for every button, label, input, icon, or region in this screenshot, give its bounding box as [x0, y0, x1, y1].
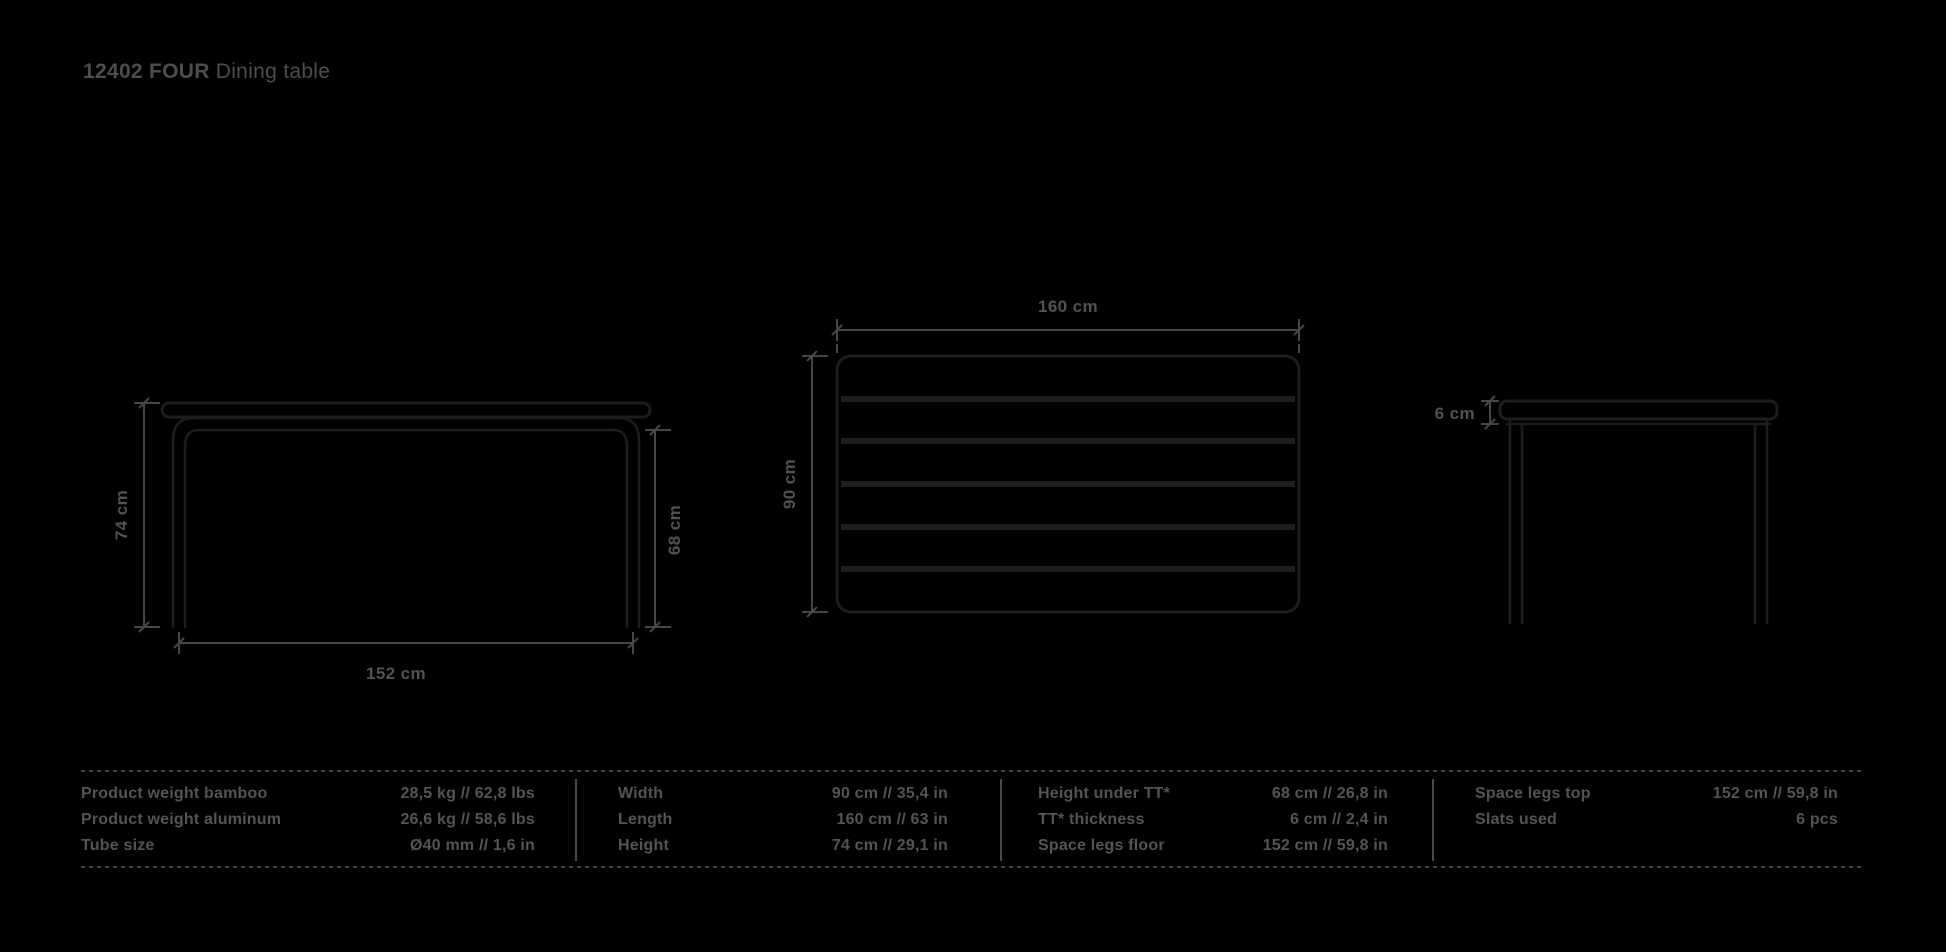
spec-label: TT* thickness — [1038, 811, 1145, 828]
spec-label: Length — [618, 811, 673, 828]
spec-column-divider — [575, 779, 577, 861]
spec-value: 152 cm // 59,8 in — [1712, 785, 1838, 802]
end-tabletop — [1500, 401, 1777, 419]
spec-value: 160 cm // 63 in — [836, 811, 948, 828]
spec-group-misc — [1475, 781, 1838, 833]
front-dim-span-lines — [174, 632, 638, 654]
front-leg-frame-outer — [173, 418, 639, 627]
end-dim-thickness-label: 6 cm — [1434, 404, 1475, 423]
spec-row — [1038, 807, 1388, 833]
spec-value: 90 cm // 35,4 in — [831, 785, 948, 802]
front-dim-under-label: 68 cm — [665, 504, 684, 556]
top-dim-length-lines — [832, 319, 1304, 353]
spec-table-top-rule — [81, 770, 1863, 772]
spec-label: Width — [618, 785, 664, 802]
spec-label: Height under TT* — [1038, 785, 1171, 802]
top-dim-width-lines — [802, 351, 828, 617]
spec-value: 26,6 kg // 58,6 lbs — [400, 811, 535, 828]
spec-value: 6 pcs — [1796, 811, 1838, 828]
spec-column-divider — [1432, 779, 1434, 861]
spec-row — [81, 781, 535, 807]
spec-group-clearances — [1038, 781, 1388, 859]
spec-label: Product weight bamboo — [81, 785, 268, 802]
spec-label: Space legs floor — [1038, 837, 1165, 854]
product-name: Dining table — [215, 60, 331, 83]
spec-group-weights — [81, 781, 535, 859]
spec-label: Product weight aluminum — [81, 811, 282, 828]
spec-row — [618, 833, 948, 859]
front-dim-height-label: 74 cm — [112, 489, 131, 541]
top-dim-length-label: 160 cm — [1037, 297, 1099, 316]
end-legs — [1510, 419, 1767, 623]
end-dim-thickness-lines — [1481, 396, 1499, 429]
front-tabletop — [162, 403, 650, 417]
spec-value: 68 cm // 26,8 in — [1271, 785, 1388, 802]
spec-row — [618, 807, 948, 833]
spec-value: Ø40 mm // 1,6 in — [409, 837, 535, 854]
front-dim-height-lines — [134, 398, 160, 632]
spec-label: Tube size — [81, 837, 155, 854]
front-dim-span-label: 152 cm — [365, 664, 427, 683]
product-model: 12402 FOUR — [83, 60, 210, 83]
spec-value: 6 cm // 2,4 in — [1290, 811, 1388, 828]
front-leg-frame-inner — [185, 430, 627, 627]
end-view-drawing — [1395, 385, 1845, 635]
spec-row — [1038, 833, 1388, 859]
spec-value: 28,5 kg // 62,8 lbs — [400, 785, 535, 802]
spec-value: 74 cm // 29,1 in — [831, 837, 948, 854]
front-view-drawing — [80, 388, 710, 698]
spec-column-divider — [1000, 779, 1002, 861]
spec-label: Height — [618, 837, 669, 854]
spec-row — [81, 833, 535, 859]
spec-value: 152 cm // 59,8 in — [1262, 837, 1388, 854]
top-slat-dividers — [841, 399, 1295, 569]
top-view-drawing — [765, 278, 1345, 628]
spec-label: Space legs top — [1475, 785, 1591, 802]
top-dim-width-label: 90 cm — [780, 458, 799, 510]
spec-row — [81, 807, 535, 833]
spec-row — [1038, 781, 1388, 807]
spec-group-dimensions — [618, 781, 948, 859]
spec-row — [1475, 781, 1838, 807]
page-title — [83, 60, 330, 84]
spec-table-bottom-rule — [81, 866, 1863, 868]
spec-label: Slats used — [1475, 811, 1558, 828]
spec-row — [618, 781, 948, 807]
spec-row — [1475, 807, 1838, 833]
